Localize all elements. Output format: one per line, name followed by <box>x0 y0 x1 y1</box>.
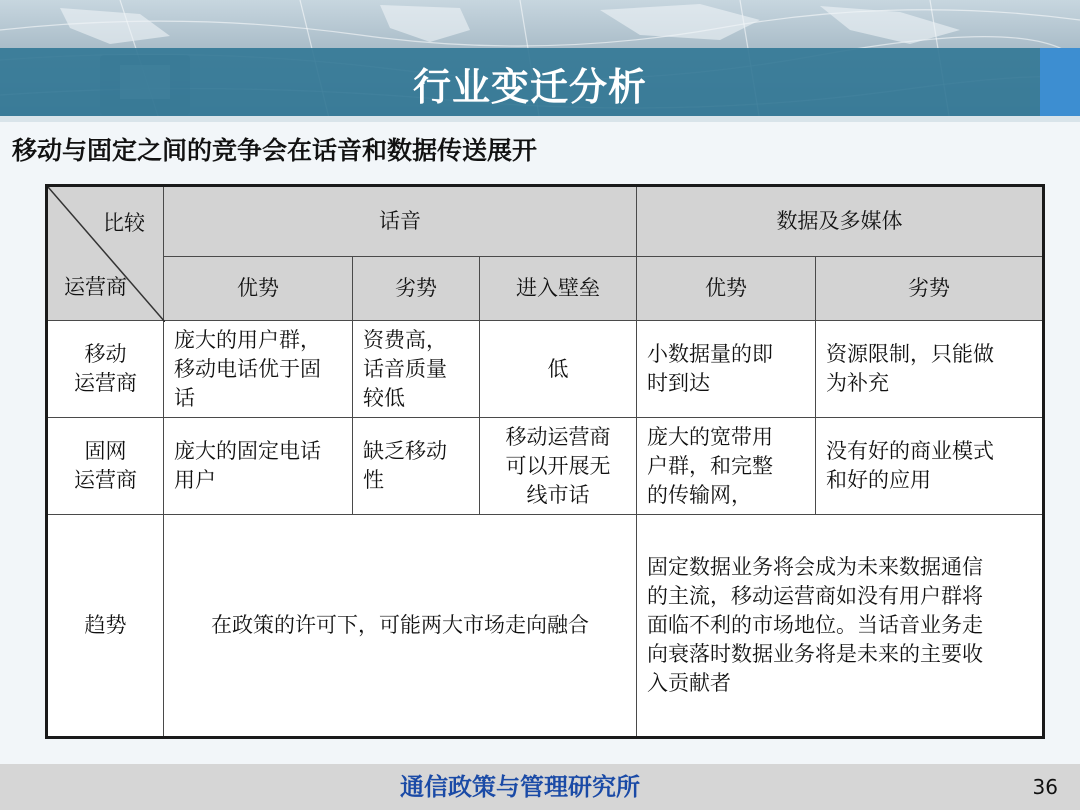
group-header-data: 数据及多媒体 <box>637 186 1044 257</box>
table-row-trend <box>47 515 1044 738</box>
row-label-fixed: 固网 运营商 <box>47 418 164 515</box>
cell-mobile-entry-barrier: 低 <box>480 321 637 418</box>
page-number: 36 <box>1032 775 1058 799</box>
cell-fixed-voice-advantage: 庞大的固定电话 用户 <box>164 418 353 515</box>
subheader-entry-barrier: 进入壁垒 <box>480 257 637 321</box>
corner-header-cell <box>47 186 164 321</box>
cell-mobile-voice-advantage: 庞大的用户群， 移动电话优于固 话 <box>164 321 353 418</box>
subheader-voice-advantage: 优势 <box>164 257 353 321</box>
table-subheader-row <box>47 257 1044 321</box>
cell-fixed-voice-disadvantage: 缺乏移动 性 <box>353 418 480 515</box>
slide-subtitle: 移动与固定之间的竞争会在话音和数据传送展开 <box>12 136 538 165</box>
cell-fixed-data-advantage: 庞大的宽带用 户群，和完整 的传输网， <box>637 418 816 515</box>
footer-organization: 通信政策与管理研究所 <box>400 773 640 801</box>
group-header-voice: 话音 <box>164 186 637 257</box>
corner-label-compare: 比较 <box>103 211 145 235</box>
cell-mobile-data-advantage: 小数据量的即 时到达 <box>637 321 816 418</box>
comparison-table <box>45 184 1045 739</box>
row-label-trend: 趋势 <box>47 515 164 738</box>
subheader-data-advantage: 优势 <box>637 257 816 321</box>
table-row-fixed <box>47 418 1044 515</box>
header-banner <box>0 0 1080 122</box>
cell-fixed-data-disadvantage: 没有好的商业模式 和好的应用 <box>816 418 1044 515</box>
table-row-mobile <box>47 321 1044 418</box>
page-title: 行业变迁分析 <box>412 65 647 109</box>
table-header-row <box>47 186 1044 257</box>
cell-mobile-voice-disadvantage: 资费高， 话音质量 较低 <box>353 321 480 418</box>
subheader-voice-disadvantage: 劣势 <box>353 257 480 321</box>
cell-mobile-data-disadvantage: 资源限制，只能做 为补充 <box>816 321 1044 418</box>
banner-divider <box>0 116 1080 122</box>
row-label-mobile: 移动 运营商 <box>47 321 164 418</box>
cell-fixed-entry-barrier: 移动运营商 可以开展无 线市话 <box>480 418 637 515</box>
cell-trend-voice: 在政策的许可下，可能两大市场走向融合 <box>164 515 637 738</box>
subheader-data-disadvantage: 劣势 <box>816 257 1044 321</box>
corner-label-operator: 运营商 <box>64 275 127 299</box>
cell-trend-data: 固定数据业务将会成为未来数据通信 的主流，移动运营商如没有用户群将 面临不利的市场地位。当话音业务走 向衰落时数据业务将是未来的主要收 入贡献者 <box>637 515 1044 738</box>
